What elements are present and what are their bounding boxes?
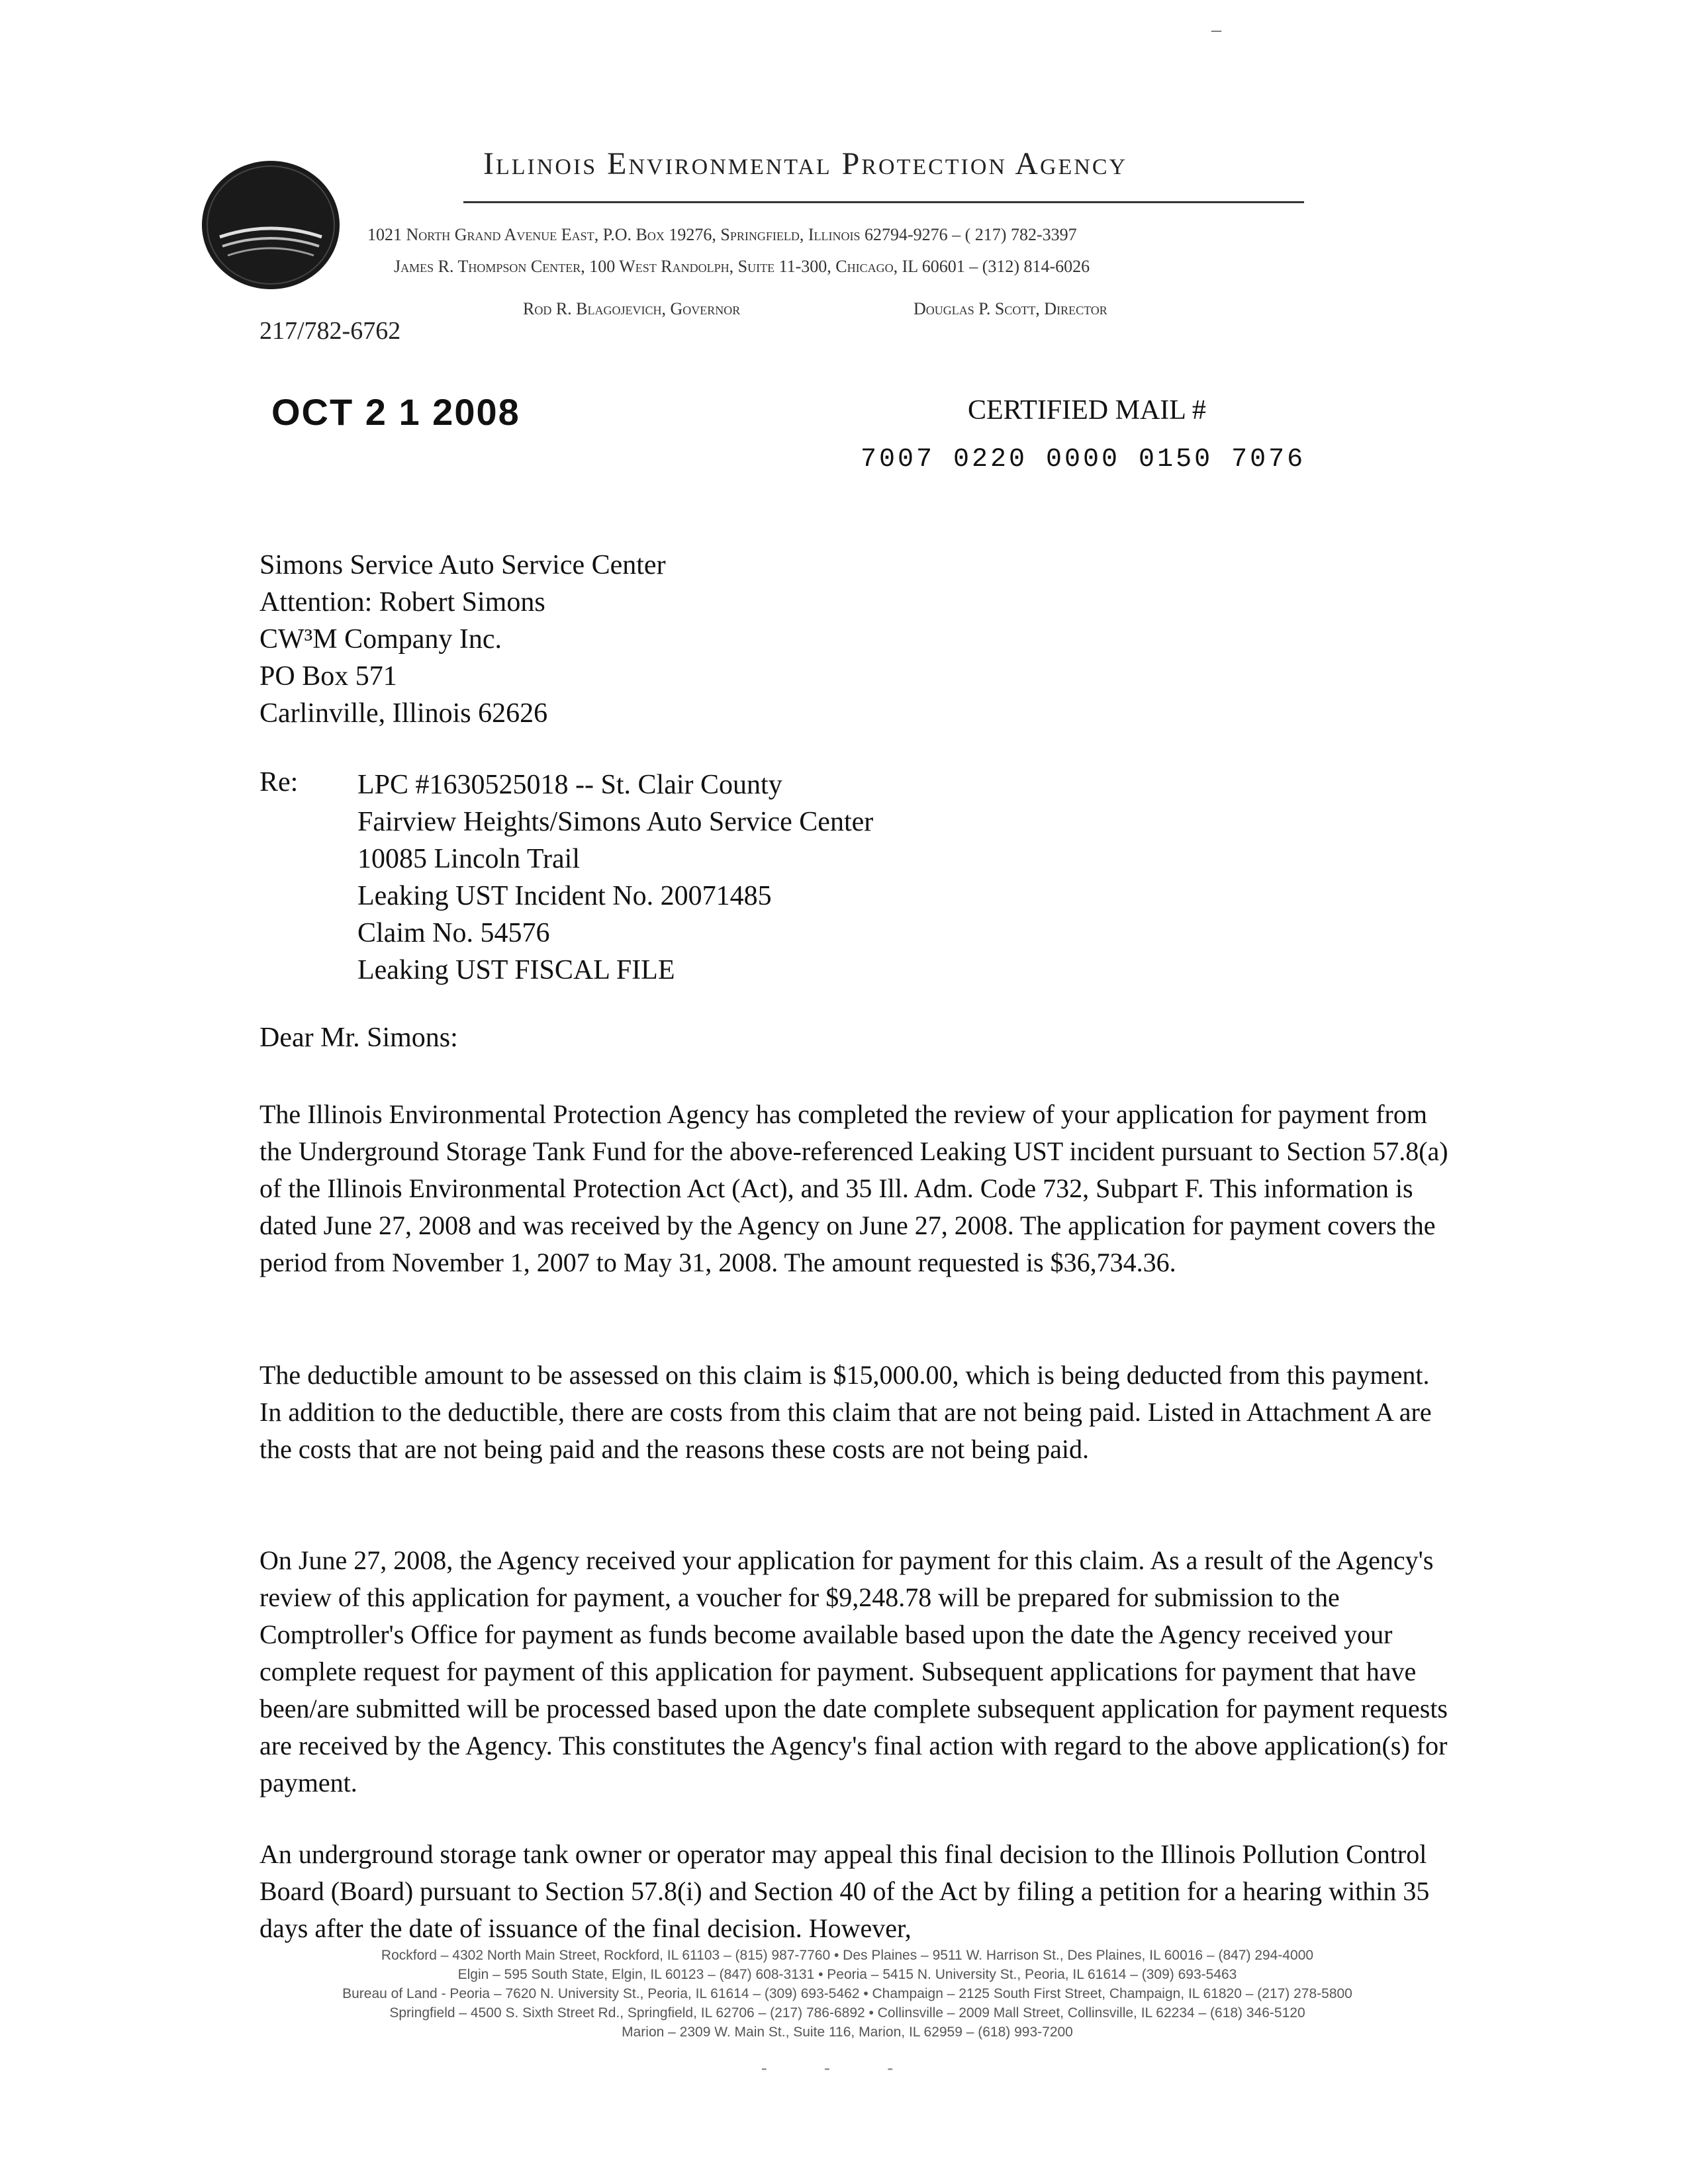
paragraph-review: The Illinois Environmental Protection Agency has completed the review of your application for payment from the Underground Storage Tank Fund for the above-referenced Leaking UST incident pursuant to Section 57.8(a) of the Illinois Environmental Protection Act (Act), and 35 Ill. Adm. Code 732, Subpart F. This information is dated June 27, 2008 and was received by the Agency on June 27, 2008. The application for payment covers the period from November 1, 2007 to May 31, 2008. The amount requested is $36,734.36.: [259, 1099, 1448, 1277]
reference-line: 10085 Lincoln Trail: [357, 844, 581, 874]
re-label: Re:: [259, 767, 299, 797]
scan-marks: - - -: [761, 2058, 919, 2077]
footer-line: Bureau of Land - Peoria – 7620 N. University St., Peoria, IL 61614 – (309) 693-5462 • Champaign – 2125 South First Street, Champaign, IL 61820 – (217) 278-5800: [342, 1986, 1352, 2001]
letterhead-address-chicago: James R. Thompson Center, 100 West Randolph, Suite 11-300, Chicago, IL 60601 – (312) 814-6026: [394, 257, 1090, 276]
reference-line: Leaking UST Incident No. 20071485: [357, 881, 772, 911]
recipient-line: Simons Service Auto Service Center: [259, 550, 666, 580]
date-stamp: OCT 2 1 2008: [271, 391, 520, 433]
recipient-line: Carlinville, Illinois 62626: [259, 698, 548, 729]
footer-line: Springfield – 4500 S. Sixth Street Rd., Springfield, IL 62706 – (217) 786-6892 • Collinsville – 2009 Mall Street, Collinsville, IL 62234 – (618) 346-5120: [389, 2005, 1305, 2021]
reference-line: Fairview Heights/Simons Auto Service Center: [357, 807, 874, 837]
footer-offices: [165, 1946, 1529, 2042]
letterhead-director: Douglas P. Scott, Director: [914, 299, 1107, 318]
agency-seal-logo: [200, 159, 342, 291]
phone-number: 217/782-6762: [259, 317, 401, 345]
certified-mail-label: CERTIFIED MAIL #: [968, 395, 1206, 426]
paragraph-voucher: On June 27, 2008, the Agency received your application for payment for this claim. As a result of the Agency's review of this application for payment, a voucher for $9,248.78 will be prepared for submission to the Comptroller's Office for payment as funds become available based upon the date the Agency received your complete request for payment of this application for payment. Subsequent applications for payment that have been/are submitted will be processed based upon the date complete subsequent application for payment requests are received by the Agency. This constitutes the Agency's final action with regard to the above application(s) for payment.: [259, 1545, 1448, 1797]
letterhead-address-springfield: 1021 North Grand Avenue East, P.O. Box 19276, Springfield, Illinois 62794-9276 – ( 217) 782-3397: [367, 225, 1077, 244]
letterhead-governor: Rod R. Blagojevich, Governor: [523, 299, 741, 318]
recipient-line: PO Box 571: [259, 661, 397, 692]
reference-line: Claim No. 54576: [357, 918, 550, 948]
salutation: Dear Mr. Simons:: [259, 1023, 458, 1053]
scan-mark: –: [1211, 19, 1221, 40]
reference-block: [357, 766, 873, 989]
letterhead-rule: [463, 201, 1304, 203]
paragraph-appeal: An underground storage tank owner or operator may appeal this final decision to the Illinois Pollution Control Board (Board) pursuant to Section 57.8(i) and Section 40 of the Act by filing a petition for a hearing within 35 days after the date of issuance of the final decision. However,: [259, 1839, 1430, 1943]
footer-line: Rockford – 4302 North Main Street, Rockford, IL 61103 – (815) 987-7760 • Des Plaines – 9511 W. Harrison St., Des Plaines, IL 60016 – (847) 294-4000: [381, 1948, 1314, 1963]
certified-mail-number: 7007 0220 0000 0150 7076: [861, 445, 1306, 475]
recipient-line: CW³M Company Inc.: [259, 624, 502, 655]
paragraph-deductible: The deductible amount to be assessed on this claim is $15,000.00, which is being deducted from this payment. In addition to the deductible, there are costs from this claim that are not being paid. Listed in Attachment A are the costs that are not being paid and the reasons these costs are not being paid.: [259, 1360, 1432, 1464]
reference-line: Leaking UST FISCAL FILE: [357, 955, 675, 985]
agency-name: Illinois Environmental Protection Agency: [483, 146, 1128, 181]
recipient-line: Attention: Robert Simons: [259, 587, 545, 617]
footer-line: Elgin – 595 South State, Elgin, IL 60123 – (847) 608-3131 • Peoria – 5415 N. University St., Peoria, IL 61614 – (309) 693-5463: [457, 1967, 1237, 1982]
footer-line: Marion – 2309 W. Main St., Suite 116, Marion, IL 62959 – (618) 993-7200: [622, 2025, 1073, 2040]
recipient-address: [259, 547, 666, 732]
reference-line: LPC #1630525018 -- St. Clair County: [357, 770, 782, 800]
